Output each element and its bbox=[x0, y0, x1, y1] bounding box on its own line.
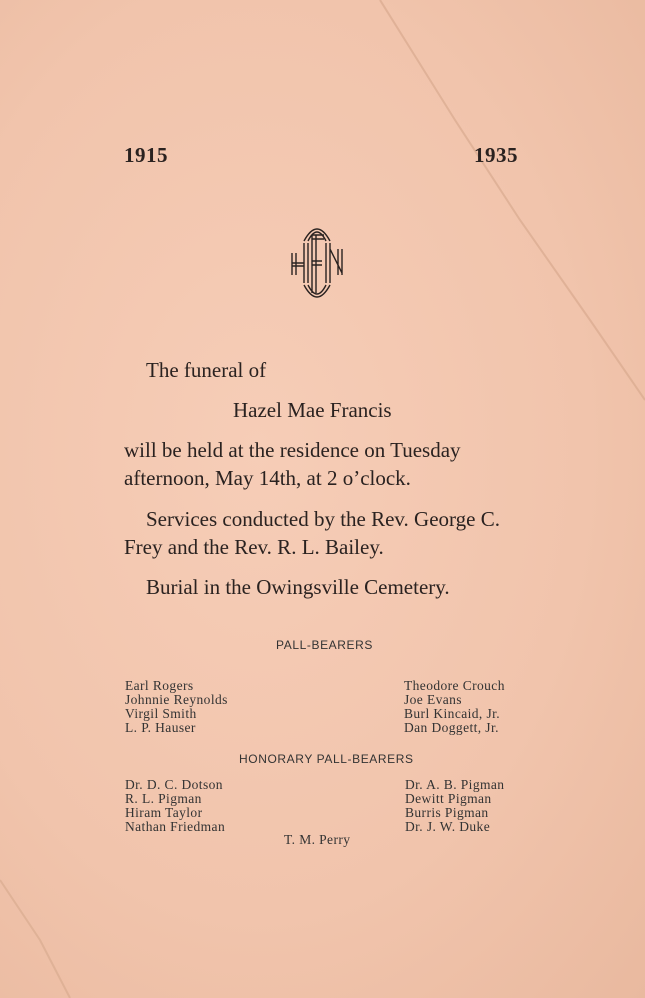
list-item: Joe Evans bbox=[404, 692, 462, 707]
list-item: L. P. Hauser bbox=[125, 720, 196, 735]
honorary-left-list bbox=[125, 778, 225, 834]
list-item: Burl Kincaid, Jr. bbox=[404, 706, 501, 721]
list-item: Virgil Smith bbox=[125, 706, 197, 721]
notice-line-1: The funeral of bbox=[146, 358, 267, 382]
list-item: Theodore Crouch bbox=[404, 678, 505, 693]
list-item: Dan Doggett, Jr. bbox=[404, 720, 499, 735]
year-start: 1915 bbox=[124, 143, 168, 167]
list-item: Burris Pigman bbox=[405, 805, 489, 820]
list-item: Hiram Taylor bbox=[125, 805, 203, 820]
notice-line-3: will be held at the residence on Tuesday bbox=[124, 438, 461, 462]
list-item: Earl Rogers bbox=[125, 678, 194, 693]
honorary-center-name: T. M. Perry bbox=[284, 832, 351, 847]
list-item: R. L. Pigman bbox=[125, 791, 202, 806]
year-end: 1935 bbox=[474, 143, 518, 167]
pallbearers-heading: PALL-BEARERS bbox=[276, 638, 374, 652]
list-item: Nathan Friedman bbox=[125, 819, 226, 834]
notice-line-7: Burial in the Owingsville Cemetery. bbox=[146, 575, 450, 599]
list-item: Dr. J. W. Duke bbox=[405, 819, 491, 834]
list-item: Johnnie Reynolds bbox=[125, 692, 228, 707]
honorary-right-list bbox=[405, 778, 504, 834]
notice-line-4: afternoon, May 14th, at 2 o’clock. bbox=[124, 466, 411, 490]
list-item: Dr. D. C. Dotson bbox=[125, 777, 223, 792]
list-item: Dewitt Pigman bbox=[405, 791, 492, 806]
pallbearers-left-list bbox=[125, 679, 228, 735]
pallbearers-right-list bbox=[404, 679, 505, 735]
list-item: Dr. A. B. Pigman bbox=[405, 777, 505, 792]
deceased-name: Hazel Mae Francis bbox=[233, 398, 392, 422]
notice-line-5: Services conducted by the Rev. George C. bbox=[146, 507, 500, 531]
monogram-logo bbox=[286, 213, 348, 313]
honorary-heading: HONORARY PALL-BEARERS bbox=[239, 752, 414, 766]
notice-line-6: Frey and the Rev. R. L. Bailey. bbox=[124, 535, 384, 559]
